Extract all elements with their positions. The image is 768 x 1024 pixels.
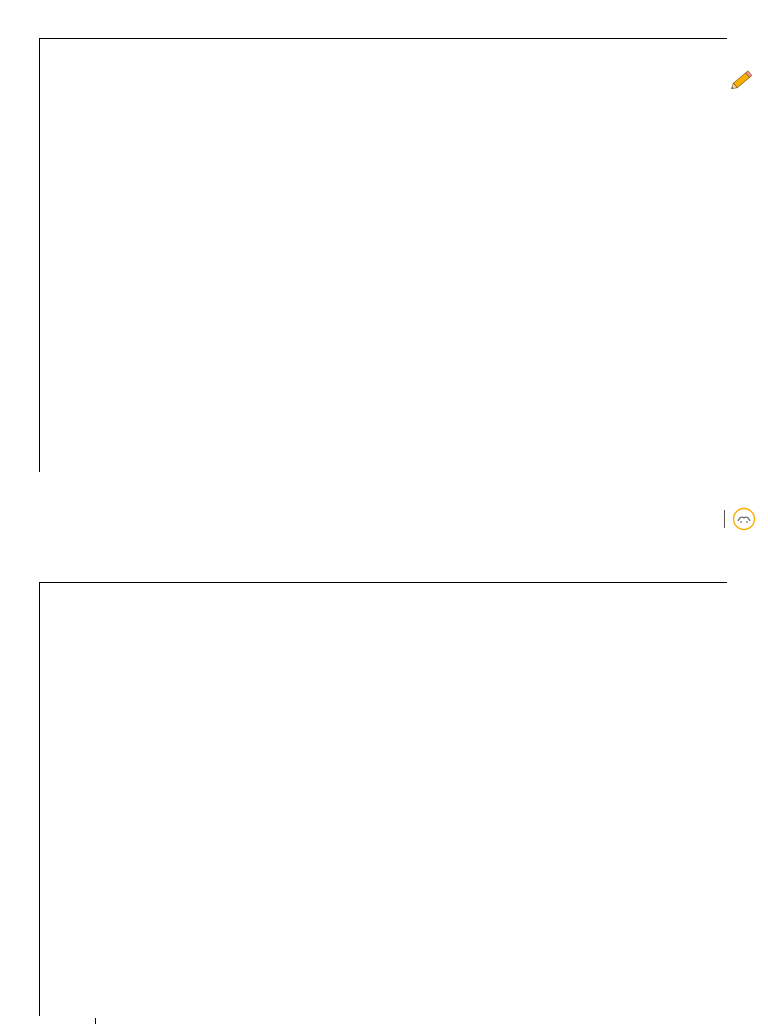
filled-multiplication-table: [39, 582, 727, 1016]
pencil-icon: [730, 66, 756, 92]
credits-divider: [724, 510, 725, 528]
blank-multiplication-table: [39, 38, 727, 472]
a-dues-mans-logo-icon: [732, 507, 756, 531]
margin-tick: [95, 1018, 96, 1024]
